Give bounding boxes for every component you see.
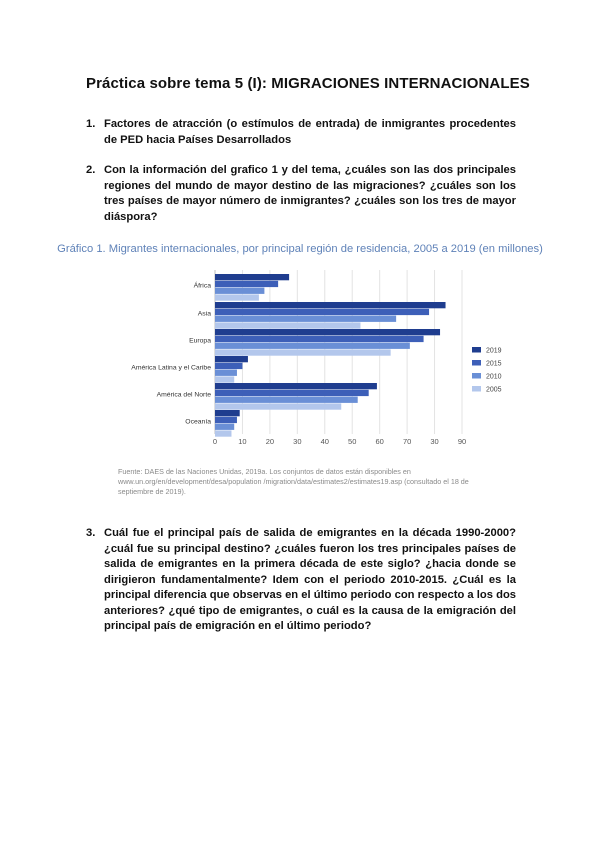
question-number: 1.: [86, 118, 96, 130]
chart-source-note: Fuente: DAES de las Naciones Unidas, 2019a. Los conjuntos de datos están disponibles en www.un.org/en/development/desa/population /migration/data/estimates2/estimates19.asp (consultado el 18 de septiembre de 2019).: [118, 467, 469, 496]
legend-label: 2019: [486, 347, 502, 355]
bar-2010: [215, 397, 358, 403]
question-text: Factores de atracción (o estímulos de entrada) de inmigrantes procedentes de PED hacia Países Desarrollados: [104, 118, 516, 146]
bar-2019: [215, 329, 440, 335]
bar-2015: [215, 417, 237, 423]
x-tick-label: 0: [212, 437, 218, 446]
bar-2019: [215, 410, 240, 416]
x-tick-label: 40: [320, 437, 329, 446]
bar-2005: [215, 403, 341, 409]
bar-2015: [215, 336, 424, 342]
bar-2015: [215, 281, 278, 287]
bar-2005: [215, 349, 391, 355]
legend-swatch: [472, 360, 481, 366]
bar-2019: [215, 383, 377, 389]
bar-2010: [215, 370, 237, 376]
bar-2005: [215, 430, 231, 436]
x-tick-label: 30: [430, 437, 439, 446]
category-label: África: [193, 282, 211, 290]
category-label: América del Norte: [156, 391, 211, 399]
x-tick-label: 70: [402, 437, 412, 446]
legend-label: 2010: [486, 373, 502, 381]
category-label: América Latina y el Caribe: [131, 364, 211, 372]
bar-2005: [215, 376, 234, 382]
question-3: [86, 526, 516, 635]
x-tick-label: 20: [265, 437, 275, 446]
bar-2019: [215, 274, 289, 280]
bar-2015: [215, 363, 242, 369]
question-number: 3.: [86, 527, 96, 539]
legend-swatch: [472, 347, 481, 353]
question-number: 2.: [86, 164, 96, 176]
bar-2010: [215, 424, 234, 430]
bar-2015: [215, 390, 369, 396]
category-label: Asia: [197, 310, 211, 318]
x-tick-label: 30: [293, 437, 302, 446]
category-label: Oceanía: [185, 418, 211, 426]
question-text: Con la información del grafico 1 y del tema, ¿cuáles son las dos principales regiones del mundo de mayor destino de las migraciones? ¿cuáles son los tres países de mayor número de inmigrantes? ¿cuáles son los tres de mayor diáspora?: [104, 164, 516, 223]
x-tick-label: 60: [375, 437, 384, 446]
bar-2010: [215, 288, 264, 294]
legend-swatch: [472, 386, 481, 392]
x-tick-label: 50: [348, 437, 357, 446]
bar-2019: [215, 302, 446, 308]
legend-swatch: [472, 373, 481, 379]
bar-2010: [215, 316, 396, 322]
bar-2010: [215, 343, 410, 349]
bar-2005: [215, 322, 360, 328]
question-text: Cuál fue el principal país de salida de emigrantes en la década 1990-2000? ¿cuál fue su principal destino? ¿cuáles fueron los tres principales países de salida de emigrantes en la primera década de este siglo? ¿hacia donde se dirigieron fundamentalmente? Idem con el periodo 2010-2015. ¿Cuál es la principal diferencia que observas en el último periodo con respecto a los dos anteriores? ¿qué tipo de emigrantes, o cuál es la causa de la emigración del principal país de emigración en el último periodo?: [104, 527, 516, 632]
chart-title: Gráfico 1. Migrantes internacionales, por principal región de residencia, 2005 a 2019 (en millones): [57, 243, 543, 255]
bar-2015: [215, 309, 429, 315]
page-title: Práctica sobre tema 5 (I): MIGRACIONES INTERNACIONALES: [86, 75, 530, 92]
category-label: Europa: [189, 337, 211, 345]
legend-label: 2005: [486, 386, 502, 394]
bar-2005: [215, 294, 259, 300]
x-tick-label: 90: [457, 437, 467, 446]
bar-2019: [215, 356, 248, 362]
x-tick-label: 10: [238, 437, 247, 446]
legend-label: 2015: [486, 360, 502, 368]
